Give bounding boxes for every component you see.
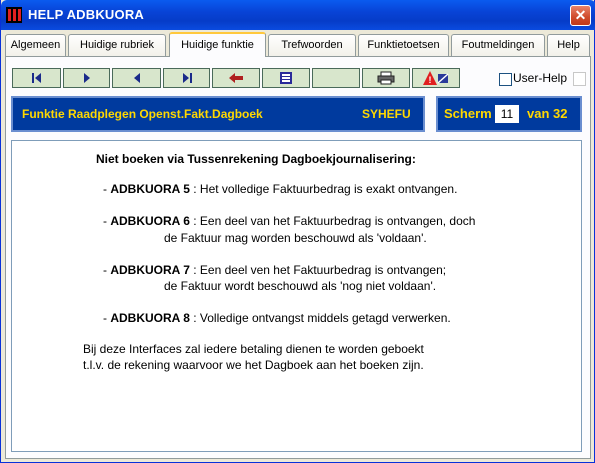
tab-foutmeldingen[interactable]: Foutmeldingen: [451, 34, 545, 56]
previous-button[interactable]: [112, 68, 161, 88]
next-button[interactable]: [63, 68, 110, 88]
item-continuation: de Faktuur mag worden beschouwd als 'voldaan'.: [164, 231, 427, 245]
tab-help[interactable]: Help: [547, 34, 590, 56]
warning-tools-icon: [422, 70, 450, 86]
print-button[interactable]: [362, 68, 410, 88]
tab-funktietoetsen[interactable]: Funktietoetsen: [358, 34, 449, 56]
title-bar[interactable]: [1, 0, 595, 30]
last-page-button[interactable]: [163, 68, 210, 88]
footer-line-2: t.l.v. de rekening waarvoor we het Dagboek aan het boeken zijn.: [83, 358, 424, 372]
index-icon: [279, 71, 293, 85]
item-code: ADBKUORA 6: [110, 214, 190, 228]
list-item: - ADBKUORA 6 : Een deel van het Faktuurbedrag is ontvangen, doch: [103, 214, 476, 228]
item-text: : Volledige ontvangst middels getagd verwerken.: [189, 311, 451, 325]
previous-icon: [129, 72, 145, 84]
back-arrow-icon: [226, 72, 246, 84]
screen-total: van 32: [527, 106, 568, 121]
list-item: - ADBKUORA 5 : Het volledige Faktuurbedrag is exakt ontvangen.: [103, 182, 458, 196]
next-icon: [79, 72, 95, 84]
tools-button[interactable]: [412, 68, 460, 88]
screen-indicator: [436, 96, 582, 132]
item-code: ADBKUORA 8: [110, 311, 190, 325]
list-item: - ADBKUORA 8 : Volledige ontvangst middels getagd verwerken.: [103, 311, 451, 325]
tab-strip: [5, 32, 592, 56]
first-page-icon: [29, 72, 45, 84]
function-code: SYHEFU: [362, 107, 411, 121]
app-icon: [6, 7, 22, 23]
function-title: Funktie Raadplegen Openst.Fakt.Dagboek: [22, 107, 263, 121]
item-code: ADBKUORA 5: [110, 182, 190, 196]
help-heading: Niet boeken via Tussenrekening Dagboekjournalisering:: [96, 152, 416, 166]
index-button[interactable]: [262, 68, 310, 88]
close-button[interactable]: ✕: [570, 5, 591, 26]
back-button[interactable]: [212, 68, 260, 88]
item-text: : Het volledige Faktuurbedrag is exakt ontvangen.: [189, 182, 458, 196]
last-page-icon: [179, 72, 195, 84]
first-page-button[interactable]: [12, 68, 61, 88]
function-bar: [11, 96, 425, 132]
svg-text:!: !: [428, 75, 432, 85]
tab-huidige-rubriek[interactable]: Huidige rubriek: [68, 34, 166, 56]
item-text: : Een deel van het Faktuurbedrag is ontvangen, doch: [189, 214, 476, 228]
screen-number-field[interactable]: 11: [495, 105, 519, 123]
blank-button[interactable]: [312, 68, 360, 88]
tab-huidige-funktie[interactable]: Huidige funktie: [169, 32, 266, 57]
tab-trefwoorden[interactable]: Trefwoorden: [268, 34, 356, 56]
footer-line-1: Bij deze Interfaces zal iedere betaling dienen te worden geboekt: [83, 342, 424, 356]
printer-icon: [377, 71, 395, 85]
window-title: HELP ADBKUORA: [28, 7, 144, 22]
user-help-label: User-Help: [513, 71, 568, 85]
user-help-checkbox[interactable]: [499, 73, 512, 86]
tab-algemeen[interactable]: Algemeen: [5, 34, 66, 56]
item-text: : Een deel ven het Faktuurbedrag is ontvangen;: [189, 263, 447, 277]
help-text-area[interactable]: [11, 140, 582, 452]
list-item: - ADBKUORA 7 : Een deel ven het Faktuurbedrag is ontvangen;: [103, 263, 447, 277]
item-code: ADBKUORA 7: [110, 263, 190, 277]
user-help-indicator: [573, 72, 586, 86]
item-continuation: de Faktuur wordt beschouwd als 'nog niet voldaan'.: [164, 279, 437, 293]
screen-label: Scherm: [444, 106, 492, 121]
